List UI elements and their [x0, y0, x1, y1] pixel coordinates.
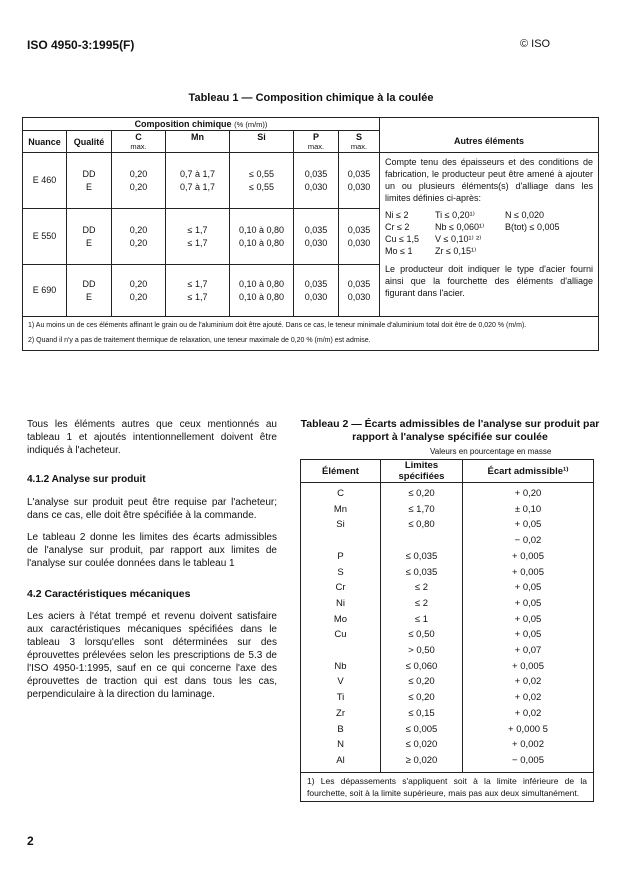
- table1-chemical-composition: [22, 117, 599, 351]
- cell: B(tot) ≤ 0,005: [505, 222, 560, 232]
- deviations-column: + 0,20 ± 0,10 + 0,05 − 0,02 + 0,005 + 0,005 + 0,05 + 0,05 + 0,05 + 0,05 + 0,07 + 0,005 + 0,02 + 0,02 + 0,02 + 0,000 5 + 0,002 − 0,005: [463, 483, 594, 773]
- col-s: S: [355, 132, 362, 142]
- table1-footnote-1: 1) Au moins un de ces éléments affinant le grain ou de l'aluminium doit être ajouté. Dans ce cas, le teneur minimale d'aluminium total doit être de 0,020 % (m/m).: [28, 322, 527, 329]
- cell: 0,035: [304, 168, 328, 179]
- cell: N ≤ 0,020: [505, 210, 544, 220]
- cell: 0,030: [304, 237, 328, 248]
- table2-deviations: [300, 459, 594, 802]
- col-s-max: max.: [350, 142, 368, 151]
- autres-outro: Le producteur doit indiquer le type d'acier fourni ainsi que la fourchette des éléments d'alliage figurant dans l'acier.: [385, 264, 593, 298]
- cell: 0,030: [304, 181, 328, 192]
- table2-title: Tableau 2 — Écarts admissibles de l'analyse sur produit par rapport à l'analyse spécifiée sur coulée: [300, 418, 600, 443]
- cell: 0,7 à 1,7: [179, 181, 216, 192]
- s42-paragraph-1: Les aciers à l'état trempé et revenu doivent satisfaire aux caractéristiques mécaniques spécifiées dans le tableau 3 lorsqu'elles sont déterminées sur des éprouvettes prélevées selon les prescriptions de 5.3 de l'ISO 4950-1:1995, sauf en ce qui concerne l'axe des éprouvettes de traction qui est dans tous les cas, perpendiculaire à la direction du laminage.: [27, 611, 277, 700]
- section-4-2-heading: 4.2 Caractéristiques mécaniques: [27, 588, 191, 600]
- col-c: C: [135, 132, 142, 142]
- table2-footnote: 1) Les dépassements s'appliquent soit à la limite inférieure de la fourchette, soit à la limite supérieure, mais pas aux deux simultanément.: [301, 772, 594, 801]
- cell: E: [85, 291, 92, 302]
- cell: Cu ≤ 1,5: [385, 234, 419, 244]
- cell: 0,20: [129, 181, 148, 192]
- cell: Cr ≤ 2: [385, 222, 410, 232]
- elements-column: C Mn Si P S Cr Ni Mo Cu Nb V Ti Zr B N Al: [301, 483, 381, 773]
- cell: Ti ≤ 0,20¹⁾: [435, 210, 475, 220]
- cell: 0,030: [347, 237, 371, 248]
- cell: Zr ≤ 0,15¹⁾: [435, 246, 477, 256]
- col-limites: Limites spécifiées: [381, 460, 463, 483]
- cell: E: [85, 181, 92, 192]
- page-number: 2: [27, 834, 34, 848]
- cell: 0,035: [347, 278, 371, 289]
- intro-paragraph: Tous les éléments autres que ceux mentionnés au tableau 1 et ajoutés intentionnellement doivent être indiqués à l'acheteur.: [27, 419, 277, 456]
- cell: DD: [82, 278, 96, 289]
- cell: 0,20: [129, 168, 148, 179]
- cell: 0,035: [347, 224, 371, 235]
- cell: 0,20: [129, 291, 148, 302]
- col-p-max: max.: [307, 142, 325, 151]
- cell: DD: [82, 168, 96, 179]
- col-nuance: Nuance: [23, 131, 67, 153]
- cell: Mo ≤ 1: [385, 246, 413, 256]
- cell: ≤ 1,7: [187, 237, 208, 248]
- cell: ≤ 1,7: [187, 291, 208, 302]
- col-p: P: [312, 132, 319, 142]
- table1-title: Tableau 1 — Composition chimique à la coulée: [188, 92, 434, 104]
- cell: Nb ≤ 0,060¹⁾: [435, 222, 485, 232]
- col-mn: Mn: [166, 131, 230, 153]
- cell: V ≤ 0,10¹⁾ ²⁾: [435, 234, 482, 244]
- cell: 0,10 à 0,80: [238, 278, 285, 289]
- cell: ≤ 0,55: [249, 181, 274, 192]
- cell: 0,10 à 0,80: [238, 291, 285, 302]
- table1-group-unit: (% (m/m)): [234, 120, 268, 129]
- limits-column: ≤ 0,20 ≤ 1,70 ≤ 0,80 ≤ 0,035 ≤ 0,035 ≤ 2 ≤ 2 ≤ 1 ≤ 0,50 > 0,50 ≤ 0,060 ≤ 0,20 ≤ 0,20 ≤ 0,15 ≤ 0,005 ≤ 0,020 ≥ 0,020: [381, 483, 463, 773]
- table1-group-header: Composition chimique: [134, 119, 232, 129]
- cell: 0,7 à 1,7: [179, 168, 216, 179]
- cell: ≤ 1,7: [187, 224, 208, 235]
- autres-intro: Compte tenu des épaisseurs et des conditions de fabrication, le producteur peut être amené à ajouter un ou plusieurs éléments(s) d'alliage dans les limites définies ci-après:: [385, 157, 593, 203]
- cell: ≤ 0,55: [249, 168, 274, 179]
- cell: 0,035: [347, 168, 371, 179]
- table-row: E 690: [23, 265, 67, 317]
- cell: 0,10 à 0,80: [238, 224, 285, 235]
- col-ecart: Écart admissible¹⁾: [463, 460, 594, 483]
- alloy-limits: [385, 209, 593, 257]
- cell: 0,030: [347, 181, 371, 192]
- table-row: E 460: [23, 153, 67, 209]
- cell: 0,20: [129, 224, 148, 235]
- cell: ≤ 1,7: [187, 278, 208, 289]
- col-c-max: max.: [130, 142, 147, 151]
- table-row: E 550: [23, 209, 67, 265]
- col-qualite: Qualité: [67, 131, 112, 153]
- s412-paragraph-1: L'analyse sur produit peut être requise par l'acheteur; dans ce cas, elle doit être spécifiée à la commande.: [27, 497, 277, 521]
- section-4-1-2-heading: 4.1.2 Analyse sur produit: [27, 474, 146, 485]
- col-autres: Autres éléments: [380, 131, 599, 153]
- s412-paragraph-2: Le tableau 2 donne les limites des écarts admissibles de l'analyse sur produit, par rapport aux limites de l'analyse sur coulée données dans le tableau 1: [27, 532, 277, 569]
- cell: Ni ≤ 2: [385, 210, 409, 220]
- cell: 0,030: [347, 291, 371, 302]
- cell: 0,030: [304, 291, 328, 302]
- copyright: © ISO: [520, 38, 551, 50]
- cell: E: [85, 237, 92, 248]
- cell: DD: [82, 224, 96, 235]
- table2-subtitle: Valeurs en pourcentage en masse: [430, 447, 552, 456]
- col-si: Si: [230, 131, 294, 153]
- table1-footnote-2: 2) Quand il n'y a pas de traitement thermique de relaxation, une teneur maximale de 0,20 % (m/m) est admise.: [28, 337, 371, 344]
- cell: 0,035: [304, 224, 328, 235]
- cell: 0,20: [129, 278, 148, 289]
- cell: 0,10 à 0,80: [238, 237, 285, 248]
- cell: 0,20: [129, 237, 148, 248]
- document-id: ISO 4950-3:1995(F): [27, 38, 135, 52]
- col-element: Élément: [301, 460, 381, 483]
- cell: 0,035: [304, 278, 328, 289]
